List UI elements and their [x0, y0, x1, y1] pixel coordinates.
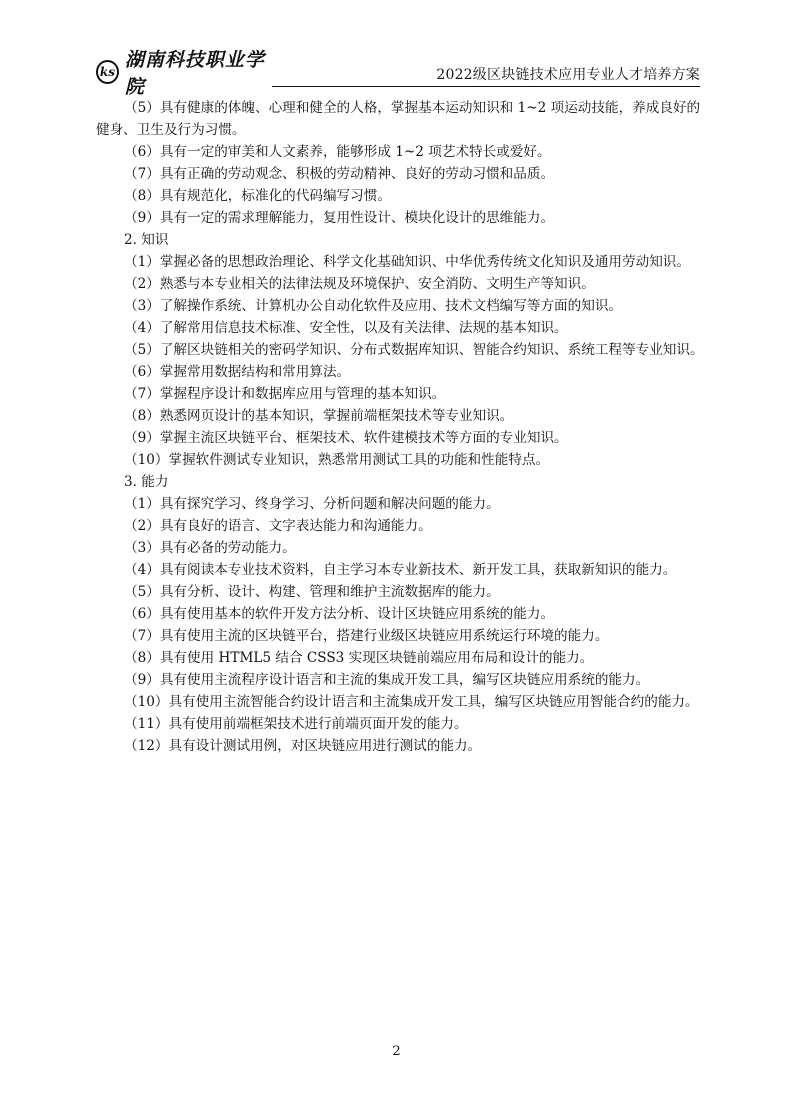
knowledge-item: （10）掌握软件测试专业知识，熟悉常用测试工具的功能和性能特点。 — [124, 452, 550, 468]
ability-item: （6）具有使用基本的软件开发方法分析、设计区块链应用系统的能力。 — [124, 606, 555, 622]
ability-item: （8）具有使用 HTML5 结合 CSS3 实现区块链前端应用布局和设计的能力。 — [124, 650, 594, 666]
ability-item: （4）具有阅读本专业技术资料，自主学习本专业新技术、新开发工具，获取新知识的能力。 — [124, 562, 677, 578]
quality-item: （9）具有一定的需求理解能力，复用性设计、模块化设计的思维能力。 — [124, 210, 555, 226]
ability-item: （2）具有良好的语言、文字表达能力和沟通能力。 — [124, 518, 432, 534]
knowledge-item: （6）掌握常用数据结构和常用算法。 — [124, 364, 351, 380]
knowledge-item: （2）熟悉与本专业相关的法律法规及环境保护、安全消防、文明生产等知识。 — [124, 276, 595, 292]
quality-item: （6）具有一定的审美和人文素养，能够形成 1~2 项艺术特长或爱好。 — [124, 144, 551, 160]
quality-item: （5）具有健康的体魄、心理和健全的人格，掌握基本运动知识和 1~2 项运动技能，养成良好的健身、卫生及行为习惯。 — [96, 100, 701, 138]
header-divider — [272, 86, 700, 87]
knowledge-item: （9）掌握主流区块链平台、框架技术、软件建模技术等方面的专业知识。 — [124, 430, 568, 446]
ability-item: （9）具有使用主流程序设计语言和主流的集成开发工具，编写区块链应用系统的能力。 — [124, 672, 650, 688]
knowledge-heading: 2. 知识 — [124, 232, 169, 248]
knowledge-item: （4）了解常用信息技术标准、安全性，以及有关法律、法规的基本知识。 — [124, 320, 568, 336]
ability-item: （12）具有设计测试用例，对区块链应用进行测试的能力。 — [124, 738, 482, 754]
knowledge-item: （8）熟悉网页设计的基本知识，掌握前端框架技术等专业知识。 — [124, 408, 514, 424]
ability-item: （11）具有使用前端框架技术进行前端页面开发的能力。 — [124, 716, 468, 732]
knowledge-item: （7）掌握程序设计和数据库应用与管理的基本知识。 — [124, 386, 446, 402]
ability-heading: 3. 能力 — [124, 474, 169, 490]
ability-item: （7）具有使用主流的区块链平台，搭建行业级区块链应用系统运行环境的能力。 — [124, 628, 609, 644]
college-logo-text: 湖南科技职业学院 — [124, 49, 265, 98]
college-emblem-icon: ks — [96, 60, 119, 84]
college-logo — [96, 49, 276, 98]
quality-item: （7）具有正确的劳动观念、积极的劳动精神、良好的劳动习惯和品质。 — [124, 166, 555, 182]
page-number: 2 — [392, 1044, 401, 1059]
ability-item: （3）具有必备的劳动能力。 — [124, 540, 296, 556]
page-body — [96, 97, 702, 757]
page-header — [96, 49, 700, 98]
ability-item: （10）具有使用主流智能合约设计语言和主流集成开发工具，编写区块链应用智能合约的能力。 — [124, 694, 699, 710]
knowledge-item: （5）了解区块链相关的密码学知识、分布式数据库知识、智能合约知识、系统工程等专业知识。 — [124, 342, 704, 358]
knowledge-item: （1）掌握必备的思想政治理论、科学文化基础知识、中华优秀传统文化知识及通用劳动知识。 — [124, 254, 690, 270]
quality-item: （8）具有规范化，标准化的代码编写习惯。 — [124, 188, 391, 204]
ability-item: （1）具有探究学习、终身学习、分析问题和解决问题的能力。 — [124, 496, 500, 512]
document-title: 2022级区块链技术应用专业人才培养方案 — [436, 67, 700, 83]
ability-item: （5）具有分析、设计、构建、管理和维护主流数据库的能力。 — [124, 584, 500, 600]
knowledge-item: （3）了解操作系统、计算机办公自动化软件及应用、技术文档编写等方面的知识。 — [124, 298, 623, 314]
